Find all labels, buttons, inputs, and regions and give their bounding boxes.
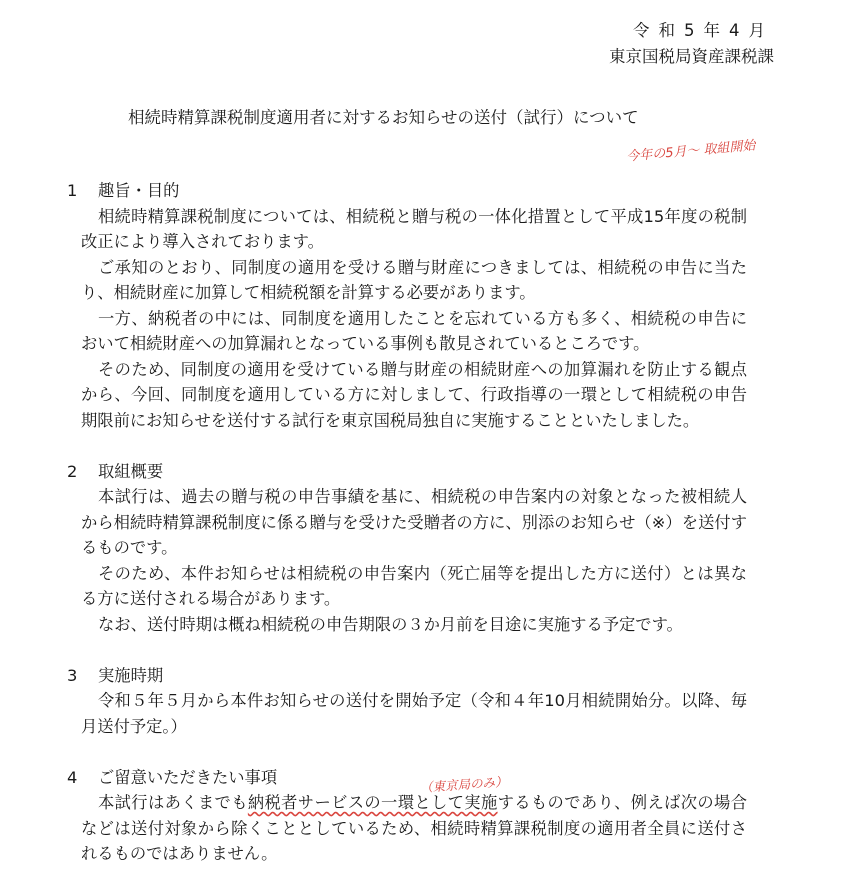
handwritten-note-start: 今年の5月～ 取組開始 — [625, 138, 756, 165]
section-schedule — [67, 663, 747, 740]
section-title: ご留意いただきたい事項 — [98, 767, 278, 787]
section-number: 1 — [67, 181, 78, 200]
document-body — [67, 178, 747, 880]
section-heading — [67, 178, 747, 204]
document-title: 相続時精算課税制度適用者に対するお知らせの送付（試行）について — [128, 108, 639, 127]
paragraph-text: するものであり、例えば次の場合などは送付対象から除くこととしているため、相続時精算課税制度の適用者全員に送付されるものではありません。 — [81, 793, 747, 863]
paragraph: そのため、本件お知らせは相続税の申告案内（死亡届等を提出した方に送付）とは異なる方に送付される場合があります。 — [81, 563, 747, 608]
paragraph: 相続時精算課税制度については、相続税と贈与税の一体化措置として平成15年度の税制改正により導入されております。 — [81, 206, 747, 251]
issuing-office: 東京国税局資産課税課 — [609, 47, 774, 66]
section-overview — [67, 459, 747, 638]
section-heading — [67, 459, 747, 485]
paragraph: そのため、同制度の適用を受けている贈与財産の相続財産への加算漏れを防止する観点から、今回、同制度を適用している方に対しまして、行政指導の一環として相続税の申告期限前にお知らせを送付する試行を東京国税局独自に実施することといたしました。 — [81, 359, 747, 430]
paragraph: ご承知のとおり、同制度の適用を受ける贈与財産につきましては、相続税の申告に当たり、相続財産に加算して相続税額を計算する必要があります。 — [81, 257, 747, 302]
issue-date: 令和5年4月 — [633, 21, 774, 40]
section-title: 実施時期 — [98, 665, 164, 685]
paragraph: 一方、納税者の中には、同制度を適用したことを忘れている方も多く、相続税の申告において相続財産への加算漏れとなっている事例も散見されているところです。 — [81, 308, 747, 353]
section-heading — [67, 765, 747, 791]
paragraph — [67, 790, 747, 867]
paragraph-text: 本試行はあくまでも — [98, 793, 248, 812]
section-notes — [67, 765, 747, 867]
paragraph: 令和５年５月から本件お知らせの送付を開始予定（令和４年10月相続開始分。以降、毎月送付予定。） — [81, 691, 747, 736]
document-header — [609, 18, 774, 70]
underlined-phrase: 納税者サービスの一環として実施 — [247, 793, 498, 812]
section-purpose — [67, 178, 747, 433]
paragraph: 本試行は、過去の贈与税の申告事績を基に、相続税の申告案内の対象となった被相続人から相続時精算課税制度に係る贈与を受けた受贈者の方に、別添のお知らせ（※）を送付するものです。 — [81, 487, 747, 557]
section-number: 3 — [67, 665, 78, 685]
section-heading — [67, 663, 747, 689]
handwritten-note-tokyo: （東京局のみ） — [419, 773, 508, 796]
section-number: 2 — [67, 461, 78, 481]
section-title: 取組概要 — [98, 461, 164, 481]
paragraph: なお、送付時期は概ね相続税の申告期限の３か月前を目途に実施する予定です。 — [98, 614, 683, 634]
section-title: 趣旨・目的 — [98, 181, 180, 200]
section-number: 4 — [67, 767, 78, 787]
